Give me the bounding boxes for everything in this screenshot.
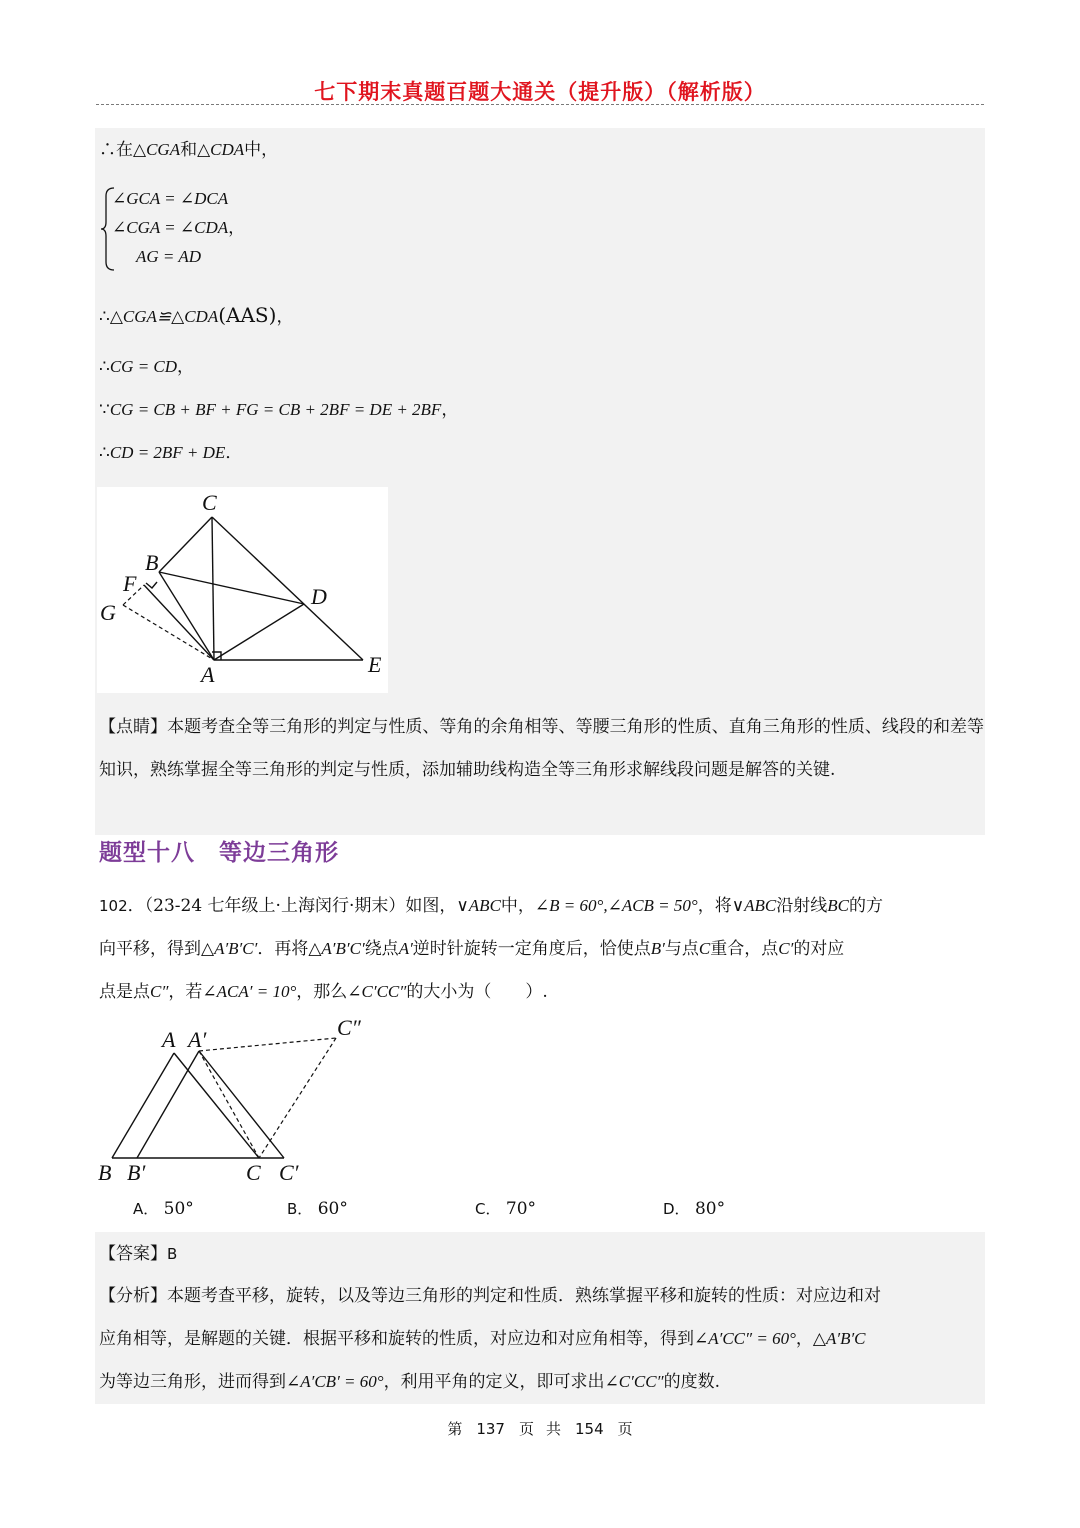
- option-d[interactable]: D． 80°: [663, 1199, 726, 1219]
- figure1-label-e: E: [368, 652, 382, 677]
- current-page-number: 137: [476, 1420, 505, 1438]
- proof-line-congruent: ∴△CGA≌△CDA(AAS)，: [99, 303, 294, 327]
- analysis-line-3: 为等边三角形，进而得到∠A′CB′ = 60°，利用平角的定义，即可求出∠C′CC″的度数.: [99, 1372, 721, 1392]
- figure2-label-b-prime: B′: [127, 1160, 146, 1185]
- page-header-title: 七下期末真题百题大通关（提升版）（解析版）: [314, 79, 766, 104]
- proof-system-row-3: AG = AD: [136, 247, 201, 266]
- proof-system-row-2: ∠CGA = ∠CDA，: [112, 218, 246, 238]
- figure1-label-d: D: [311, 584, 327, 609]
- figure1-label-a: A: [201, 662, 215, 687]
- proof-line-1: ∴在△CGA和△CDA中，: [99, 140, 279, 160]
- proof-line-conclusion: ∴CD = 2BF + DE．: [99, 443, 243, 463]
- figure1-label-g: G: [100, 600, 116, 625]
- proof-line-cg-sum: ∵CG = CB + BF + FG = CB + 2BF = DE + 2BF，: [99, 400, 459, 420]
- figure2-label-b: B: [98, 1160, 112, 1185]
- figure2-label-c-double-prime: C″: [337, 1015, 361, 1040]
- option-c[interactable]: C． 70°: [475, 1199, 537, 1219]
- proof-system-row-1: ∠GCA = ∠DCA: [112, 189, 229, 208]
- figure2-label-a-prime: A′: [188, 1027, 207, 1052]
- header-divider: [96, 104, 984, 105]
- key-point-note: 【点睛】本题考查全等三角形的判定与性质、等角的余角相等、等腰三角形的性质、直角三角形的性质、线段的和差等知识，熟练掌握全等三角形的判定与性质，添加辅助线构造全等三角形求解线段问题是解答的关键.: [99, 717, 985, 780]
- question-line-1: 102．（23-24 七年级上·上海闵行·期末）如图，∨ABC中，∠B = 60°,∠ACB = 50°，将∨ABC沿射线BC的方: [99, 896, 883, 916]
- geometry-figure-1: [97, 487, 388, 693]
- analysis-line-2: 应角相等，是解题的关键．根据平移和旋转的性质，对应边和对应角相等，得到∠A′CC″ = 60°，△A′B′C: [99, 1329, 866, 1349]
- option-a[interactable]: A． 50°: [133, 1199, 194, 1219]
- geometry-figure-2: [94, 1014, 384, 1189]
- figure2-label-c: C: [246, 1160, 261, 1185]
- figure1-label-b: B: [145, 550, 159, 575]
- total-page-count: 154: [575, 1420, 604, 1438]
- answer-line: 【答案】B: [99, 1244, 178, 1264]
- question-line-3: 点是点C″，若∠ACA′ = 10°，那么∠C′CC″的大小为（ ）.: [99, 982, 548, 1002]
- proof-line-cg-cd: ∴CG = CD，: [99, 357, 195, 377]
- section-title: 题型十八 等边三角形: [99, 839, 339, 866]
- analysis-line-1: 【分析】本题考查平移，旋转，以及等边三角形的判定和性质．熟练掌握平移和旋转的性质：对应边和对: [99, 1286, 881, 1306]
- figure1-label-c: C: [202, 490, 217, 515]
- question-line-2: 向平移，得到△A′B′C′．再将△A′B′C′绕点A′逆时针旋转一定角度后，恰使点B′与点C重合，点C′的对应: [99, 939, 845, 959]
- figure1-label-f: F: [123, 571, 137, 596]
- figure2-label-c-prime: C′: [279, 1160, 299, 1185]
- option-b[interactable]: B． 60°: [287, 1199, 348, 1219]
- page-footer: 第 137 页 共 154 页: [447, 1420, 633, 1438]
- figure2-label-a: A: [162, 1027, 176, 1052]
